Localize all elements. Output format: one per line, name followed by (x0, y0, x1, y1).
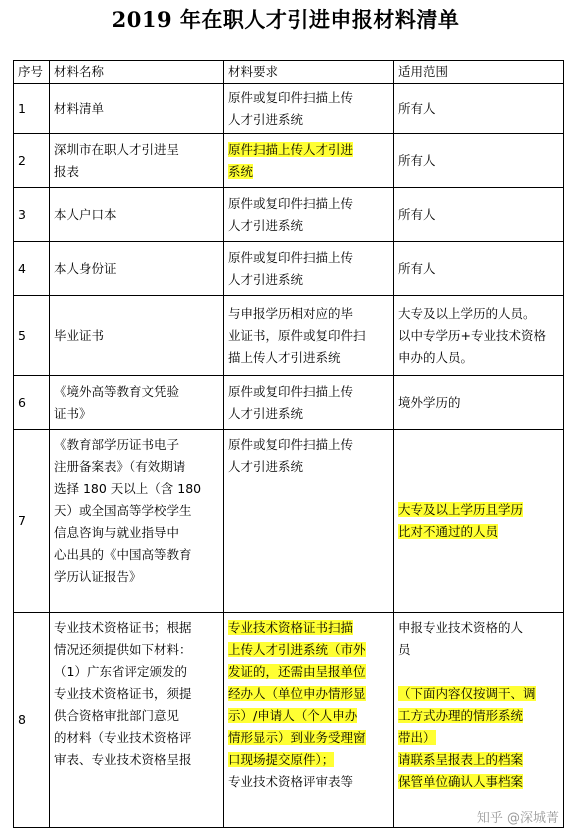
row-name (50, 430, 224, 613)
table-header-row (14, 61, 564, 84)
text-line: 人才引进系统 (228, 111, 304, 127)
text-line: 本人身份证 (54, 260, 117, 276)
highlighted-text: 大专及以上学历且学历 (398, 502, 524, 517)
row-name (50, 296, 224, 376)
text-line: 人才引进系统 (228, 217, 304, 233)
text-line: 原件或复印件扫描上传 (228, 383, 354, 399)
text-line: （1）广东省评定颁发的 (54, 664, 187, 679)
row-requirement (224, 296, 394, 376)
text-line: 本人户口本 (54, 206, 117, 222)
row-no: 3 (14, 188, 50, 242)
text-line: 毕业证书 (54, 327, 105, 343)
text-line: 原件或复印件扫描上传 (228, 249, 354, 265)
text-line: 原件或复印件扫描上传 (228, 195, 354, 211)
text-line: 所有人 (398, 206, 436, 222)
text-line: 《境外高等教育文凭验 (54, 383, 180, 399)
text-line: 业证书，原件或复印件扫 (228, 327, 366, 343)
text-line: 人才引进系统 (228, 271, 304, 287)
text-line: 材料清单 (54, 100, 105, 116)
highlighted-text: 带出） (398, 730, 436, 745)
table-row (14, 84, 564, 134)
highlighted-text: 示）/申请人（个人申办 (228, 708, 358, 723)
highlighted-text: 口现场提交原件）； (228, 752, 335, 767)
text-line: 专业技术资格证书，须提 (54, 686, 192, 701)
row-requirement (224, 613, 394, 828)
header-scope: 适用范围 (394, 61, 564, 84)
row-scope (394, 430, 564, 613)
materials-table (13, 60, 564, 828)
row-no: 1 (14, 84, 50, 134)
highlighted-text: 保管单位确认人事档案 (398, 774, 524, 789)
row-no: 8 (14, 613, 50, 828)
row-requirement (224, 242, 394, 296)
highlighted-text: 系统 (228, 163, 254, 179)
row-scope (394, 188, 564, 242)
highlighted-text: 比对不通过的人员 (398, 524, 499, 539)
text-line: 申办的人员。 (398, 349, 474, 365)
row-no: 6 (14, 376, 50, 430)
table-row (14, 188, 564, 242)
header-name: 材料名称 (50, 61, 224, 84)
text-line: 供合资格审批部门意见 (54, 708, 180, 723)
row-requirement (224, 134, 394, 188)
row-no: 7 (14, 430, 50, 613)
row-scope (394, 134, 564, 188)
text-line: 证书》 (54, 405, 92, 421)
table-row (14, 296, 564, 376)
text-line: 选择 180 天以上（含 180 (54, 481, 202, 496)
text-line: 报表 (54, 163, 80, 179)
row-name (50, 613, 224, 828)
row-no: 5 (14, 296, 50, 376)
row-scope (394, 242, 564, 296)
highlighted-text: 请联系呈报表上的档案 (398, 752, 524, 767)
row-requirement (224, 430, 394, 613)
spacer (398, 661, 559, 683)
text-line: 深圳市在职人才引进呈 (54, 141, 180, 157)
text-line: 原件或复印件扫描上传 (228, 89, 354, 105)
text-line: 以中专学历+专业技术资格 (398, 327, 546, 343)
text-line: 人才引进系统 (228, 405, 304, 421)
page-title: 2019 年在职人才引进申报材料清单 (111, 7, 460, 32)
highlighted-text: 专业技术资格证书扫描 (228, 620, 354, 635)
text-line: 情况还须提供如下材料： (54, 642, 192, 657)
text-line: 专业技术资格证书；根据 (54, 620, 192, 635)
text-line: 的材料（专业技术资格评 (54, 730, 192, 745)
row-name (50, 84, 224, 134)
watermark: 知乎 @深城菁 (476, 811, 559, 826)
row-scope (394, 376, 564, 430)
table-row (14, 242, 564, 296)
text-line: 所有人 (398, 260, 436, 276)
table-row (14, 613, 564, 828)
table-row (14, 376, 564, 430)
row-name (50, 242, 224, 296)
row-no: 4 (14, 242, 50, 296)
highlighted-text: 经办人（单位申办情形显 (228, 686, 366, 701)
text-line: 员 (398, 642, 411, 657)
text-line: 学历认证报告》 (54, 569, 142, 584)
row-requirement (224, 84, 394, 134)
text-line: 信息咨询与就业指导中 (54, 525, 180, 540)
row-no: 2 (14, 134, 50, 188)
row-scope (394, 613, 564, 828)
highlighted-text: （下面内容仅按调干、调 (398, 686, 536, 701)
text-line: 审表、专业技术资格呈报 (54, 752, 192, 767)
text-line: 天）或全国高等学校学生 (54, 503, 192, 518)
text-line: 境外学历的 (398, 394, 461, 410)
highlighted-text: 工方式办理的情形系统 (398, 708, 524, 723)
highlighted-text: 发证的，还需由呈报单位 (228, 664, 366, 679)
table-row (14, 430, 564, 613)
row-requirement (224, 376, 394, 430)
row-requirement (224, 188, 394, 242)
highlighted-text: 原件扫描上传人才引进 (228, 141, 354, 157)
text-line: 心出具的《中国高等教育 (54, 547, 192, 562)
text-line: 人才引进系统 (228, 459, 304, 474)
text-line: 原件或复印件扫描上传 (228, 437, 354, 452)
row-scope (394, 84, 564, 134)
header-requirement: 材料要求 (224, 61, 394, 84)
text-line: 注册备案表》（有效期请 (54, 459, 186, 474)
row-scope (394, 296, 564, 376)
text-line: 所有人 (398, 100, 436, 116)
text-line: 大专及以上学历的人员。 (398, 305, 536, 321)
row-name (50, 134, 224, 188)
highlighted-text: 情形显示）到业务受理窗 (228, 730, 366, 745)
table-row (14, 134, 564, 188)
text-line: 描上传人才引进系统 (228, 349, 341, 365)
row-name (50, 376, 224, 430)
header-no: 序号 (14, 61, 50, 84)
row-name (50, 188, 224, 242)
text-line: 《教育部学历证书电子 (54, 437, 180, 452)
text-line: 专业技术资格评审表等 (228, 774, 354, 789)
text-line: 与申报学历相对应的毕 (228, 305, 354, 321)
text-line: 所有人 (398, 152, 436, 168)
text-line: 申报专业技术资格的人 (398, 620, 524, 635)
highlighted-text: 上传人才引进系统（市外 (228, 642, 366, 657)
